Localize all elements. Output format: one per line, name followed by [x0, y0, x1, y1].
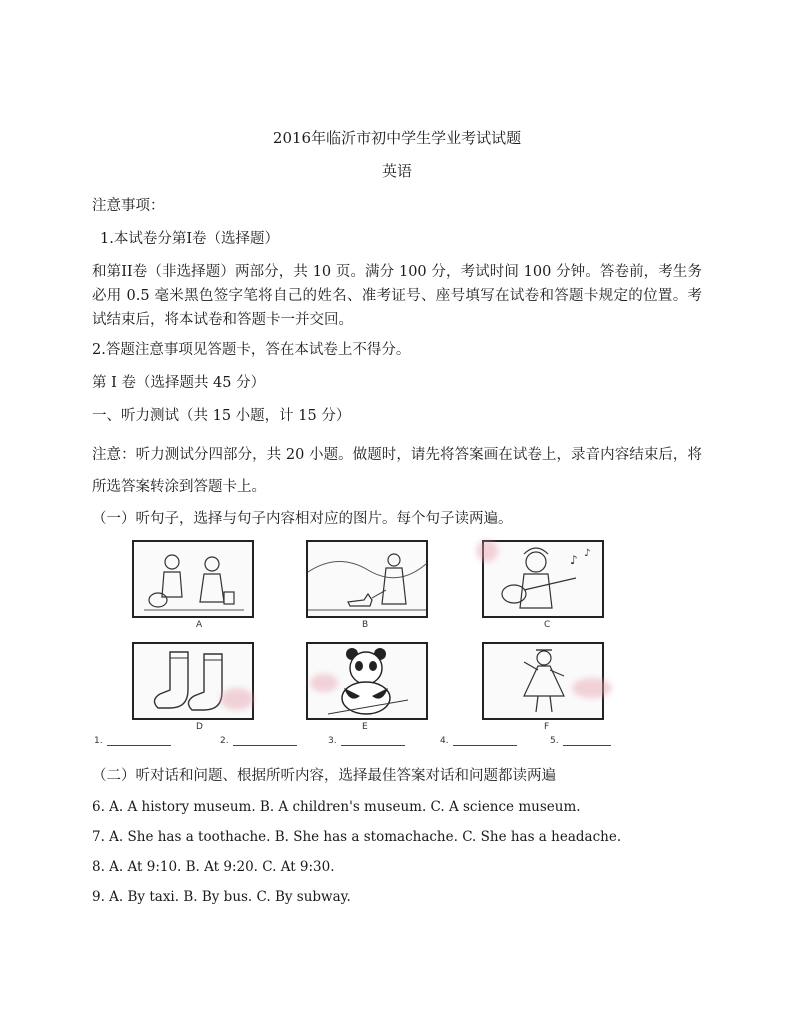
- walking-dog-icon: [308, 542, 426, 616]
- picture-e-label: E: [362, 722, 368, 732]
- smudge-mark: [220, 688, 254, 710]
- question-7: 7. A. She has a toothache. B. She has a stomachache. C. She has a headache.: [92, 829, 622, 845]
- smudge-mark: [572, 678, 612, 698]
- section1-note: 注意：听力测试分四部分，共 20 小题。做题时，请先将答案画在试卷上，录音内容结束后，将所选答案转涂到答题卡上。: [92, 447, 702, 495]
- picture-c-label: C: [544, 620, 551, 630]
- picture-grid: [92, 538, 614, 750]
- smudge-mark: [310, 674, 338, 692]
- answer-blank-5[interactable]: 5.: [550, 736, 611, 746]
- guitar-player-icon: [484, 542, 602, 616]
- section1-heading: 一、听力测试（共 15 小题，计 15 分）: [92, 408, 351, 424]
- picture-b: [306, 540, 428, 618]
- notice-item-1-continued: 和第II卷（非选择题）两部分，共 10 页。满分 100 分，考试时间 100 分钟。答卷前，考生务必用 0.5 毫米黑色签字笔将自己的姓名、准考证号、座号填写在试卷和答题卡规定的位置。考试结束后，将本试卷和答题卡一并交回。: [92, 264, 702, 328]
- sub-section-2: （二）听对话和问题、根据所听内容，选择最佳答案对话和问题都读两遍: [92, 768, 556, 784]
- answer-blank-3[interactable]: 3.: [328, 736, 405, 746]
- svg-text:♪: ♪: [584, 548, 591, 559]
- question-8: 8. A. At 9:10. B. At 9:20. C. At 9:30.: [92, 859, 335, 875]
- question-6: 6. A. A history museum. B. A children's museum. C. A science museum.: [92, 799, 581, 815]
- picture-a: [132, 540, 254, 618]
- exam-title: 2016年临沂市初中学生学业考试试题: [272, 129, 522, 147]
- picture-d-label: D: [196, 722, 203, 732]
- exam-subject: 英语: [381, 162, 412, 180]
- notice-item-1: 1.本试卷分第I卷（选择题）: [100, 231, 280, 247]
- picture-b-label: B: [362, 620, 369, 630]
- picture-f-label: F: [544, 722, 550, 732]
- shopping-couple-icon: [134, 542, 252, 616]
- part1-heading: 第 I 卷（选择题共 45 分）: [92, 375, 266, 391]
- picture-a-label: A: [196, 620, 203, 630]
- question-9: 9. A. By taxi. B. By bus. C. By subway.: [92, 889, 351, 905]
- sub-section-1: （一）听句子，选择与句子内容相对应的图片。每个句子读两遍。: [92, 511, 513, 527]
- picture-c: [482, 540, 604, 618]
- answer-blank-2[interactable]: 2.: [220, 736, 297, 746]
- svg-text:♪: ♪: [570, 553, 578, 567]
- answer-blanks: [92, 736, 614, 750]
- smudge-mark: [476, 540, 498, 562]
- answer-blank-4[interactable]: 4.: [440, 736, 517, 746]
- notice-heading: 注意事项：: [92, 198, 165, 214]
- notice-item-2: 2.答题注意事项见答题卡，答在本试卷上不得分。: [92, 342, 411, 358]
- answer-blank-1[interactable]: 1.: [94, 736, 171, 746]
